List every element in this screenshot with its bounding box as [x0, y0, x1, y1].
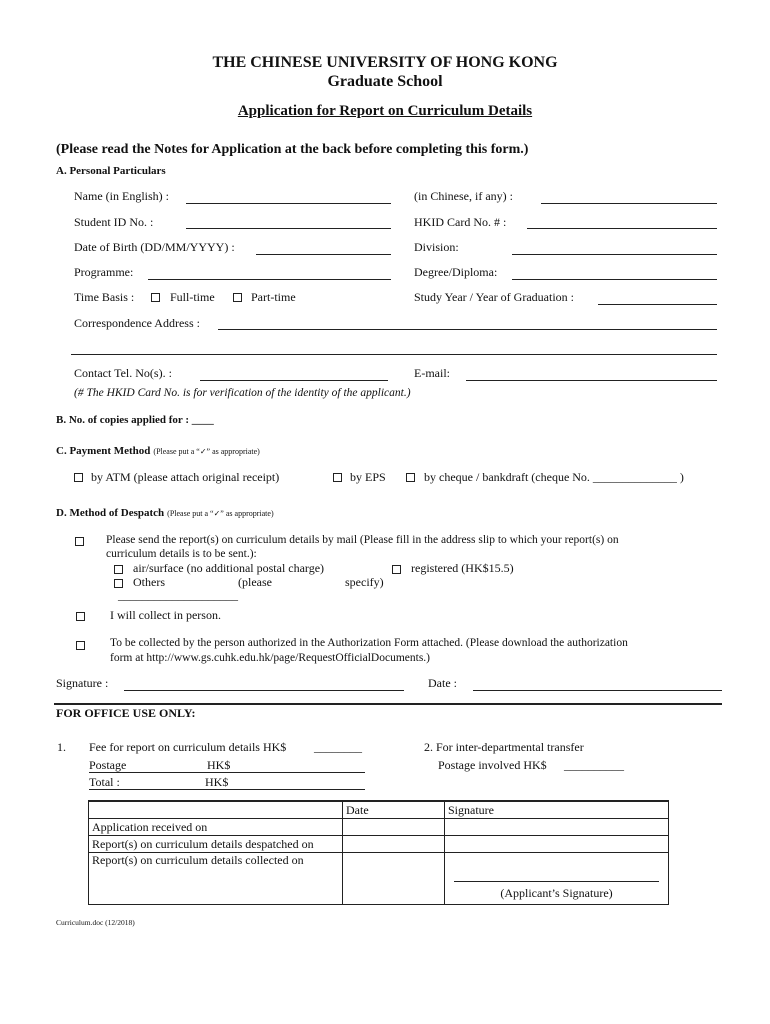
others-please: (please — [238, 575, 272, 589]
form-instruction: (Please read the Notes for Application at the back before completing this form.) — [56, 142, 529, 157]
hkid-label: HKID Card No. # : — [414, 215, 507, 229]
address-field-line1[interactable] — [218, 329, 717, 330]
others-specify: specify) — [345, 575, 384, 589]
office-item1-number: 1. — [57, 740, 66, 754]
address-field-line2[interactable] — [71, 354, 717, 355]
total-hk-label: HK$ — [205, 775, 229, 789]
cheque-checkbox[interactable] — [406, 473, 415, 482]
cheque-label: by cheque / bankdraft (cheque No. ______________ ) — [424, 470, 684, 484]
programme-label: Programme: — [74, 265, 134, 279]
name-english-label: Name (in English) : — [74, 189, 169, 203]
mail-option-line2: curriculum details is to be sent.): — [106, 548, 257, 560]
mail-option-line1: Please send the report(s) on curriculum details by mail (Please fill in the address slip to which your report(s) on — [106, 534, 619, 546]
hkid-note: (# The HKID Card No. is for verification of the identity of the applicant.) — [74, 387, 411, 399]
table-cell-signature[interactable] — [445, 853, 669, 905]
email-field[interactable] — [466, 380, 717, 381]
applicant-signature-label: (Applicant’s Signature) — [500, 886, 613, 900]
air-surface-label: air/surface (no additional postal charge) — [133, 561, 325, 575]
postage-field[interactable] — [89, 772, 365, 773]
authorized-checkbox[interactable] — [76, 641, 85, 650]
document-reference: Curriculum.doc (12/2018) — [56, 918, 135, 927]
office-use-title: FOR OFFICE USE ONLY: — [56, 706, 196, 720]
postage-involved-label: Postage involved HK$ — [438, 758, 547, 772]
fee-field[interactable]: ________ — [314, 740, 362, 754]
table-header-row — [89, 801, 669, 819]
registered-label: registered (HK$15.5) — [411, 561, 514, 575]
office-item2: 2. For inter-departmental transfer — [424, 740, 584, 754]
applicant-signature-line[interactable] — [454, 881, 659, 882]
name-chinese-field[interactable] — [541, 203, 717, 204]
table-cell-signature[interactable] — [445, 836, 669, 853]
postage-label: Postage — [89, 758, 127, 772]
section-d-hint: (Please put a “✓” as appropriate) — [167, 509, 274, 518]
name-english-field[interactable] — [186, 203, 391, 204]
tel-field[interactable] — [200, 380, 388, 381]
authorized-line1: To be collected by the person authorized in the Authorization Form attached. (Please download the authorization — [110, 637, 628, 649]
full-time-label: Full-time — [170, 290, 215, 304]
signature-field[interactable] — [124, 690, 404, 691]
total-label: Total : — [89, 775, 120, 789]
office-record-table — [88, 800, 669, 905]
dob-field[interactable] — [256, 254, 391, 255]
email-label: E-mail: — [414, 366, 450, 380]
eps-checkbox[interactable] — [333, 473, 342, 482]
collect-checkbox[interactable] — [76, 612, 85, 621]
date-label: Date : — [428, 676, 457, 690]
atm-checkbox[interactable] — [74, 473, 83, 482]
division-label: Division: — [414, 240, 459, 254]
table-row — [89, 853, 669, 905]
table-cell-signature[interactable] — [445, 819, 669, 836]
table-header-signature: Signature — [445, 801, 669, 819]
section-a-title: A. Personal Particulars — [56, 165, 166, 177]
table-cell-date[interactable] — [343, 819, 445, 836]
table-row-label: Application received on — [89, 819, 343, 836]
study-year-field[interactable] — [598, 304, 717, 305]
section-c-hint: (Please put a “✓” as appropriate) — [153, 447, 260, 456]
total-field[interactable] — [89, 789, 365, 790]
signature-label: Signature : — [56, 676, 109, 690]
student-id-label: Student ID No. : — [74, 215, 154, 229]
eps-label: by EPS — [350, 470, 386, 484]
programme-field[interactable] — [148, 279, 391, 280]
dob-label: Date of Birth (DD/MM/YYYY) : — [74, 240, 235, 254]
table-row — [89, 819, 669, 836]
section-c-heading — [56, 443, 260, 458]
student-id-field[interactable] — [186, 228, 391, 229]
table-header-blank — [89, 801, 343, 819]
table-row — [89, 836, 669, 853]
authorized-line2: form at http://www.gs.cuhk.edu.hk/page/RequestOfficialDocuments.) — [110, 652, 431, 664]
date-field[interactable] — [473, 690, 722, 691]
part-time-label: Part-time — [251, 290, 296, 304]
registered-checkbox[interactable] — [392, 565, 401, 574]
air-surface-checkbox[interactable] — [114, 565, 123, 574]
tel-label: Contact Tel. No(s). : — [74, 366, 172, 380]
postage-involved-field[interactable]: __________ — [564, 758, 624, 772]
others-field[interactable]: ____________________ — [118, 588, 238, 602]
atm-label: by ATM (please attach original receipt) — [91, 470, 280, 484]
table-cell-date[interactable] — [343, 836, 445, 853]
others-label: Others — [133, 575, 165, 589]
form-title: Application for Report on Curriculum Details — [237, 103, 533, 119]
time-basis-label: Time Basis : — [74, 290, 135, 304]
office-divider — [54, 703, 722, 705]
division-field[interactable] — [512, 254, 717, 255]
section-c-title: C. Payment Method — [56, 445, 151, 457]
degree-label: Degree/Diploma: — [414, 265, 498, 279]
address-label: Correspondence Address : — [74, 316, 200, 330]
hkid-field[interactable] — [527, 228, 717, 229]
section-d-title: D. Method of Despatch — [56, 507, 165, 519]
table-row-label: Report(s) on curriculum details despatched on — [89, 836, 343, 853]
section-d-heading — [56, 505, 274, 520]
study-year-label: Study Year / Year of Graduation : — [414, 290, 574, 304]
table-cell-date[interactable] — [343, 853, 445, 905]
collect-label: I will collect in person. — [110, 608, 221, 622]
full-time-checkbox[interactable] — [151, 293, 160, 302]
fee-label: Fee for report on curriculum details HK$ — [89, 740, 287, 754]
university-name: THE CHINESE UNIVERSITY OF HONG KONG — [212, 54, 558, 71]
postage-hk-label: HK$ — [207, 758, 231, 772]
mail-checkbox[interactable] — [75, 537, 84, 546]
table-row-label: Report(s) on curriculum details collected on — [89, 853, 343, 905]
school-name: Graduate School — [327, 73, 443, 90]
name-chinese-label: (in Chinese, if any) : — [414, 189, 513, 203]
part-time-checkbox[interactable] — [233, 293, 242, 302]
others-checkbox[interactable] — [114, 579, 123, 588]
section-b-title: B. No. of copies applied for : ____ — [56, 414, 214, 426]
degree-field[interactable] — [512, 279, 717, 280]
table-header-date: Date — [343, 801, 445, 819]
